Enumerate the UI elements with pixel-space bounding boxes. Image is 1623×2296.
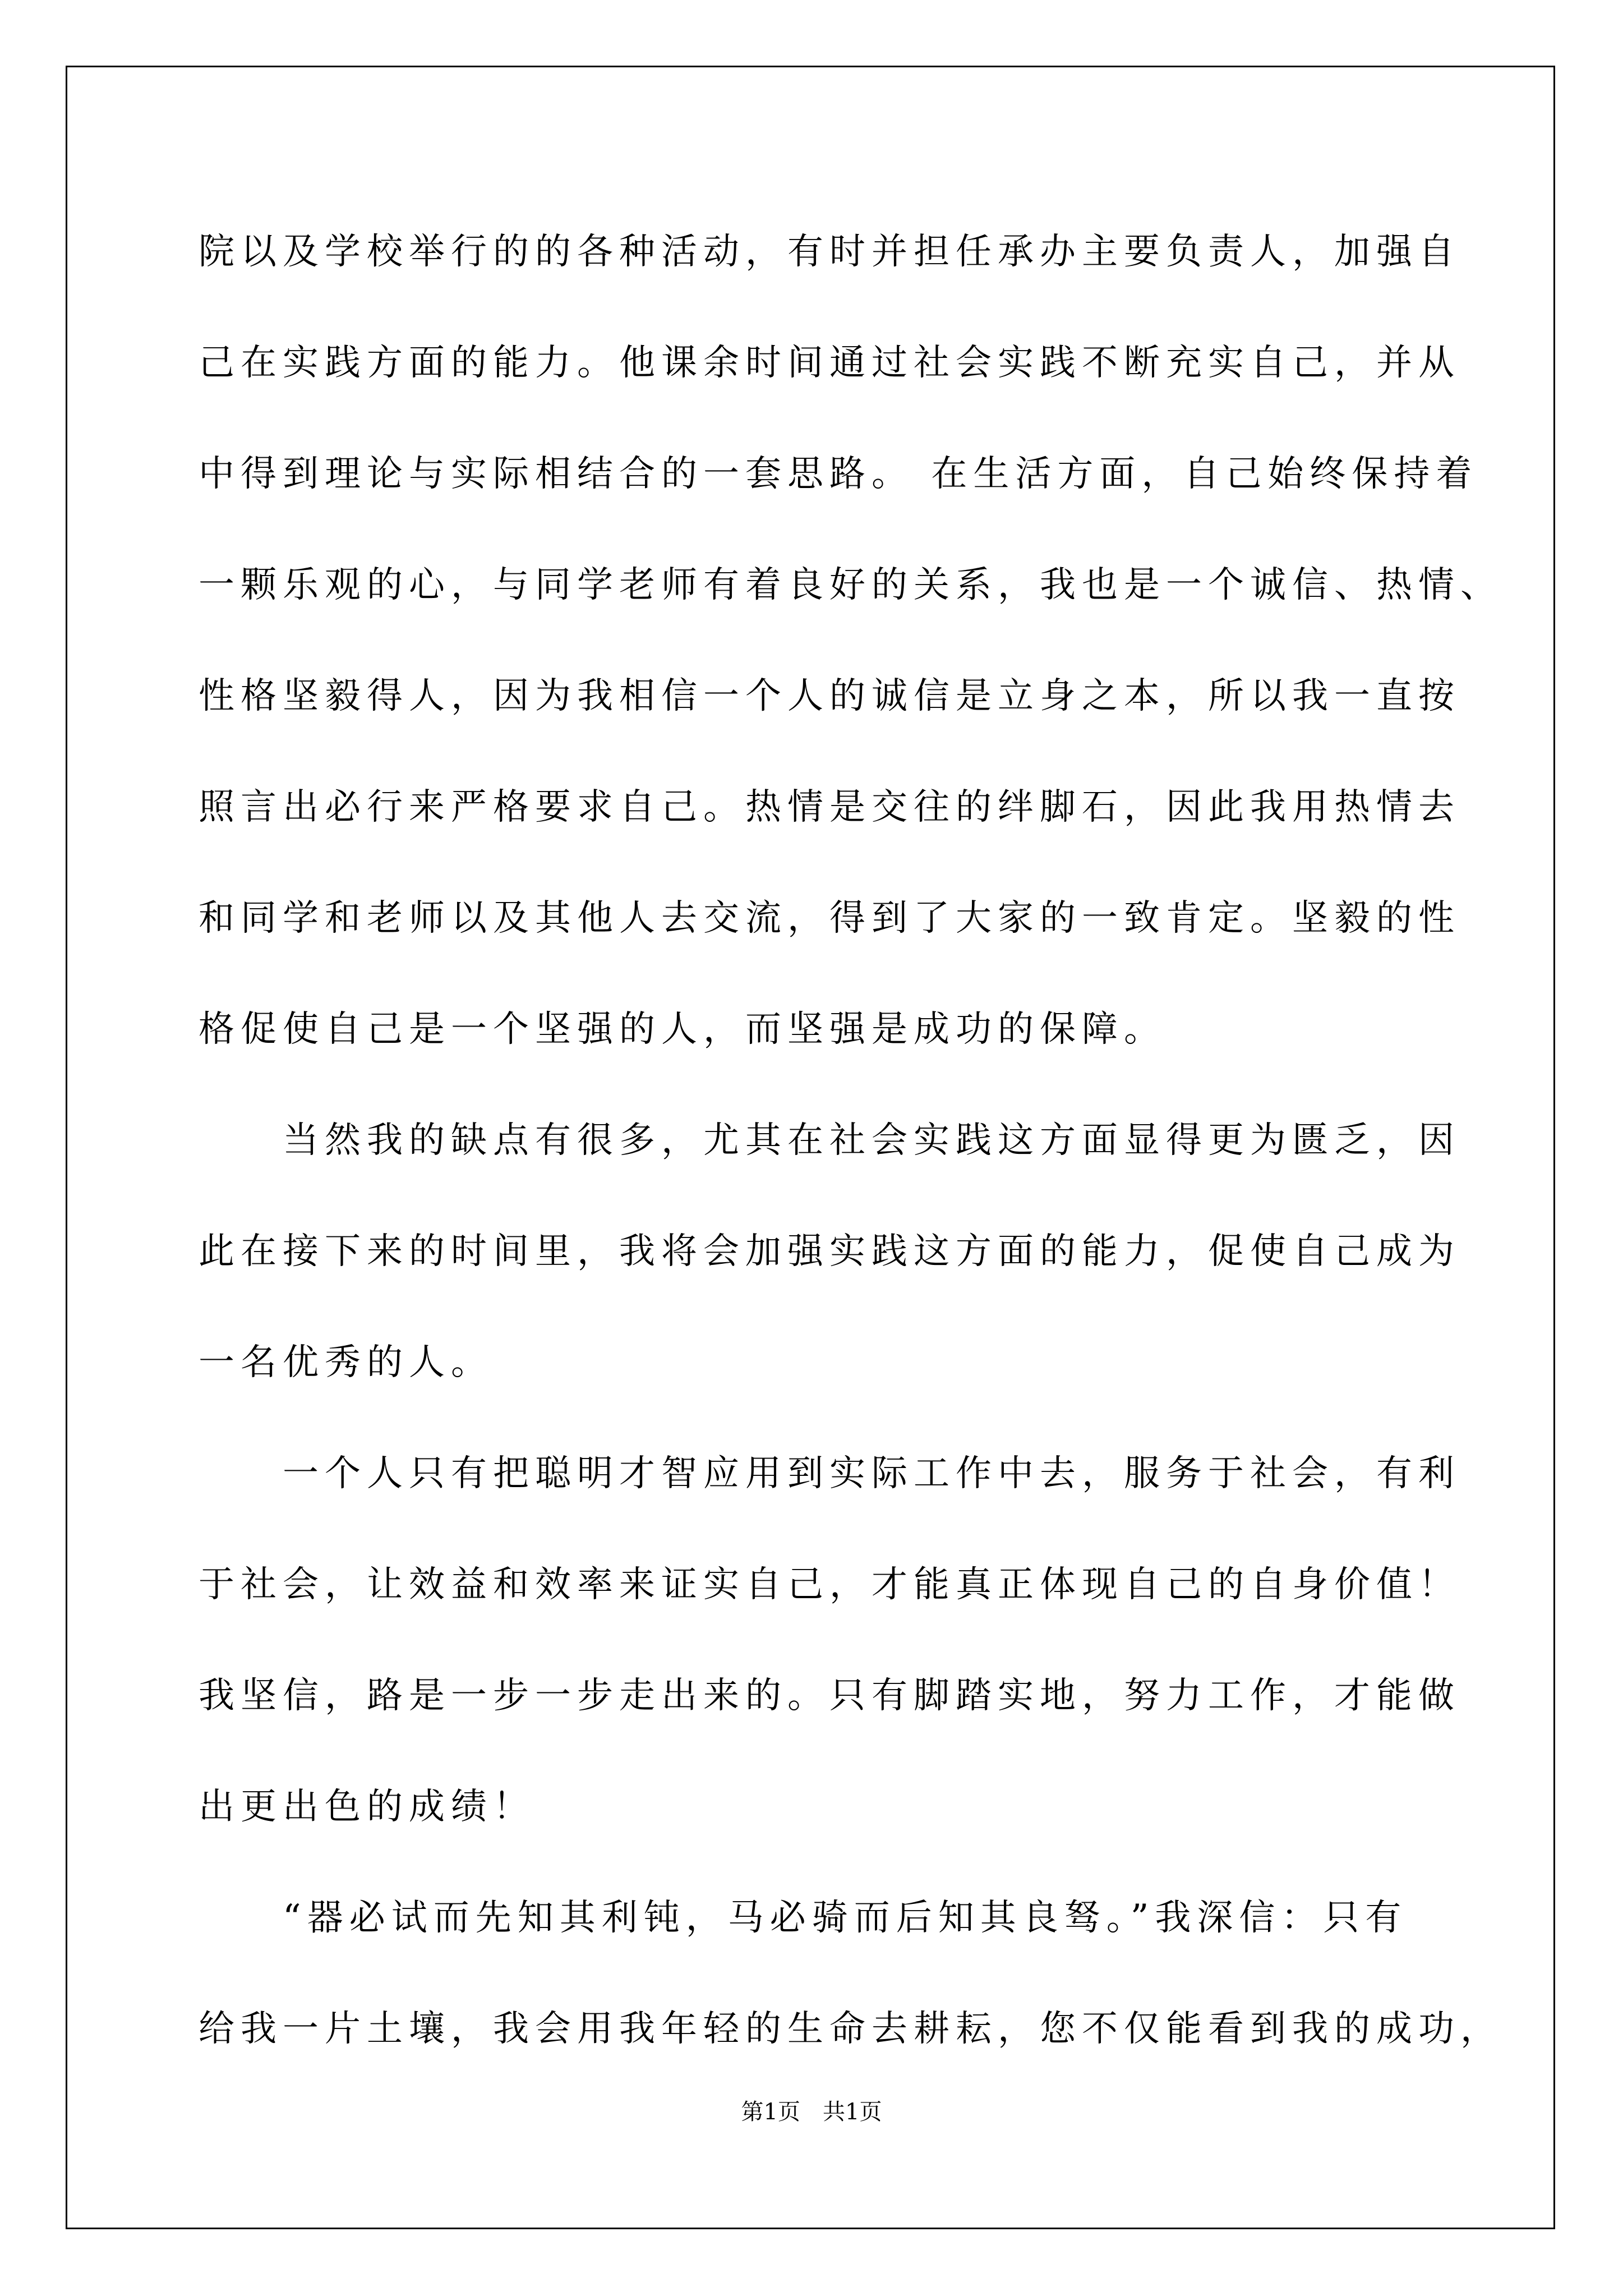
text-line: 照言出必行来严格要求自己。热情是交往的绊脚石，因此我用热情去 <box>199 786 1460 828</box>
text-line: 和同学和老师以及其他人去交流，得到了大家的一致肯定。坚毅的性 <box>199 898 1460 939</box>
text-line: 性格坚毅得人，因为我相信一个人的诚信是立身之本，所以我一直按 <box>199 675 1460 717</box>
text-line: 于社会，让效益和效率来证实自己，才能真正体现自己的自身价值！ <box>199 1564 1460 1605</box>
text-line: 我坚信，路是一步一步走出来的。只有脚踏实地，努力工作，才能做 <box>199 1675 1460 1717</box>
text-line: 一名优秀的人。 <box>199 1342 493 1383</box>
text-line: 中得到理论与实际相结合的一套思路。 在生活方面，自己始终保持着 <box>199 453 1478 495</box>
text-line: 己在实践方面的能力。他课余时间通过社会实践不断充实自己，并从 <box>199 342 1460 384</box>
paragraph-first-line: “器必试而先知其利钝，马必骑而后知其良驽。”我深信：只有 <box>283 1897 1408 1939</box>
text-line: 格促使自己是一个坚强的人，而坚强是成功的保障。 <box>199 1009 1166 1050</box>
document-body <box>199 196 1502 2085</box>
text-line: 出更出色的成绩！ <box>199 1786 535 1828</box>
text-line: 此在接下来的时间里，我将会加强实践这方面的能力，促使自己成为 <box>199 1231 1460 1272</box>
paragraph-first-line: 当然我的缺点有很多，尤其在社会实践这方面显得更为匮乏，因 <box>283 1120 1460 1161</box>
page-number-footer: 第1页 共1页 <box>741 2099 882 2125</box>
paragraph-first-line: 一个人只有把聪明才智应用到实际工作中去，服务于社会，有利 <box>283 1453 1460 1494</box>
text-line: 给我一片土壤，我会用我年轻的生命去耕耘，您不仅能看到我的成功， <box>199 2008 1502 2050</box>
text-line: 一颗乐观的心，与同学老师有着良好的关系，我也是一个诚信、热情、 <box>199 564 1502 606</box>
text-line: 院以及学校举行的的各种活动，有时并担任承办主要负责人，加强自 <box>199 231 1460 273</box>
